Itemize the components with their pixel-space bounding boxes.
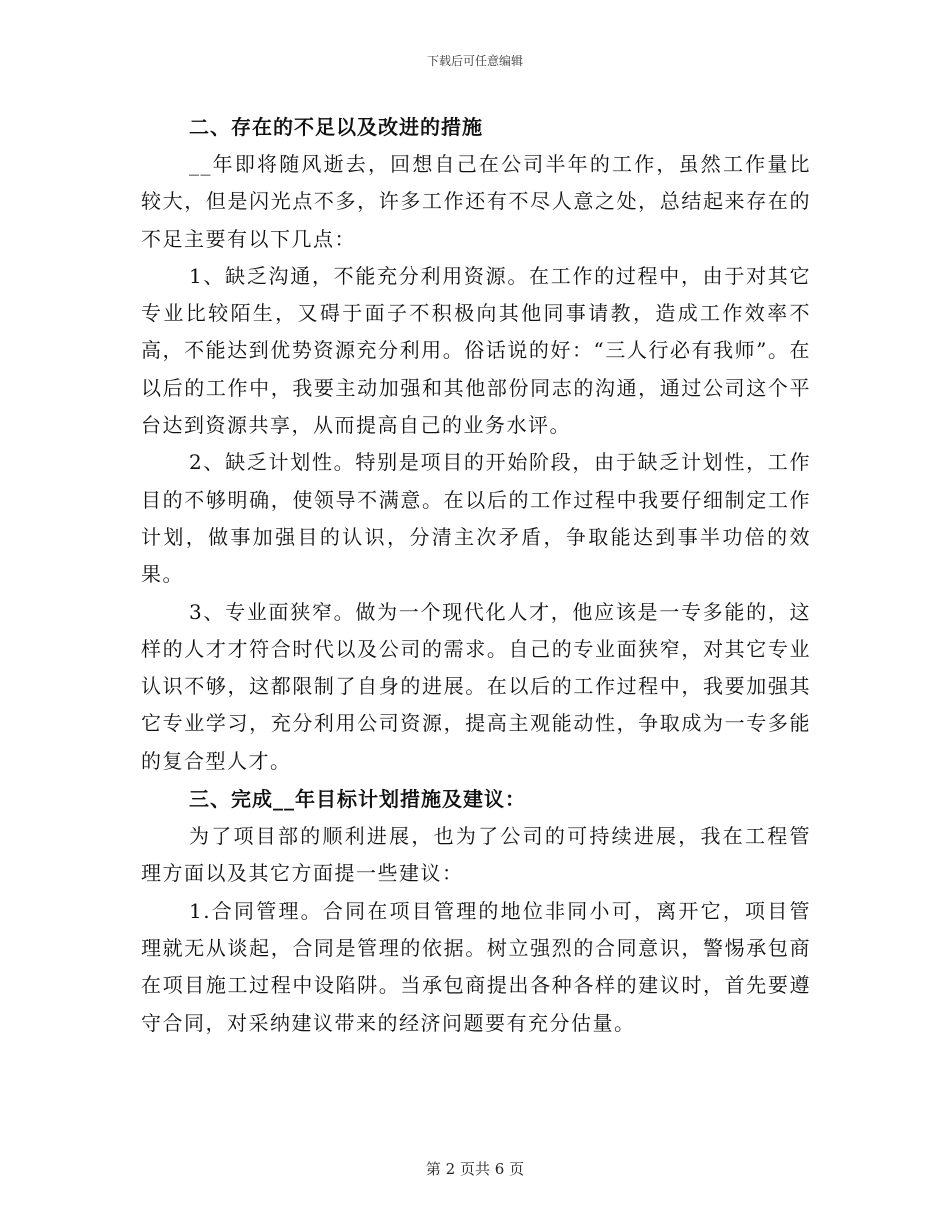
paragraph-intro: __年即将随风逝去，回想自己在公司半年的工作，虽然工作量比较大，但是闪光点不多，许多工作还有不尽人意之处，总结起来存在的不足主要有以下几点： xyxy=(141,152,811,251)
paragraph-planning: 2、缺乏计划性。特别是项目的开始阶段，由于缺乏计划性，工作目的不够明确，使领导不满意。在以后的工作过程中我要仔细制定工作计划，做事加强目的认识，分清主次矛盾，争取能达到事半功倍的效果。 xyxy=(141,450,811,587)
paragraph-suggestions-intro: 为了项目部的顺利进展，也为了公司的可持续进展，我在工程管理方面以及其它方面提一些建议： xyxy=(141,824,811,886)
paragraph-communication: 1、缺乏沟通，不能充分利用资源。在工作的过程中，由于对其它专业比较陌生，又碍于面子不积极向其他同事请教，造成工作效率不高，不能达到优势资源充分利用。俗话说的好：“三人行必有我师”。在以后的工作中，我要主动加强和其他部份同志的沟通，通过公司这个平台达到资源共享，从而提高自己的业务水评。 xyxy=(141,263,811,438)
page-header: 下载后可任意编辑 xyxy=(426,54,523,68)
page-number: 第 2 页共 6 页 xyxy=(425,1160,525,1178)
section-heading-deficiencies: 二、存在的不足以及改进的措施 xyxy=(189,115,483,139)
section-heading-goals: 三、完成__年目标计划措施及建议： xyxy=(189,787,526,812)
document-body xyxy=(141,108,811,1042)
paragraph-specialty: 3、专业面狭窄。做为一个现代化人才，他应该是一专多能的，这样的人才才符合时代以及公司的需求。自己的专业面狭窄，对其它专业认识不够，这都限制了自身的进展。在以后的工作过程中，我要加强其它专业学习，充分利用公司资源，提高主观能动性，争取成为一专多能的复合型人才。 xyxy=(141,599,811,773)
paragraph-contract-management: 1.合同管理。合同在项目管理的地位非同小可，离开它，项目管理就无从谈起，合同是管理的依据。树立强烈的合同意识，警惕承包商在项目施工过程中设陷阱。当承包商提出各种各样的建议时，首先要遵守合同，对采纳建议带来的经济问题要有充分估量。 xyxy=(141,898,811,1035)
